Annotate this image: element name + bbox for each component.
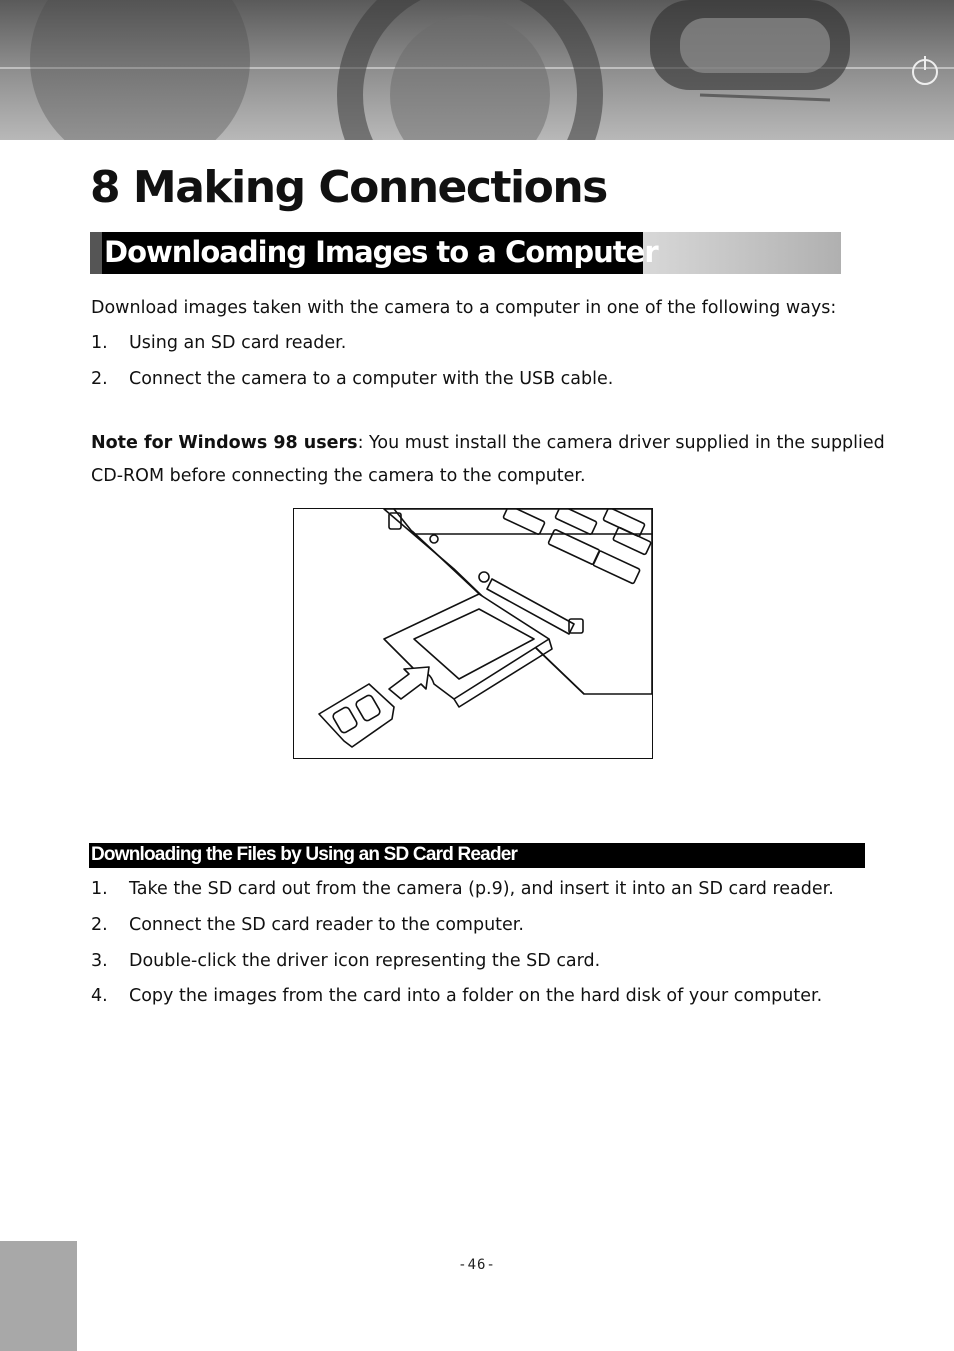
header-banner: [0, 0, 954, 140]
way-text: Connect the camera to a computer with the USB cable.: [129, 369, 614, 389]
step-text: Copy the images from the card into a folder on the hard disk of your computer.: [129, 986, 823, 1006]
step-number: 3.: [91, 951, 108, 971]
step-number: 1.: [91, 879, 108, 899]
intro-text: Download images taken with the camera to a computer in one of the following ways:: [91, 298, 837, 318]
step-number: 4.: [91, 986, 108, 1006]
way-number: 1.: [91, 333, 108, 353]
note-text: : You must install the camera driver supplied in the supplied: [357, 433, 885, 453]
section-heading-bar: [90, 232, 841, 274]
laptop-card-slot-drawing: [294, 509, 652, 758]
note-line-1: [91, 433, 885, 453]
note-line-2: CD-ROM before connecting the camera to the computer.: [91, 466, 586, 486]
section-bar-fade: [643, 232, 841, 274]
note-label: Note for Windows 98 users: [91, 433, 358, 453]
section-title: Downloading Images to a Computer: [104, 235, 658, 269]
camera-banner-image: [0, 0, 954, 140]
chapter-title: 8 Making Connections: [90, 162, 607, 213]
subsection-title: Downloading the Files by Using an SD Card Reader: [91, 844, 518, 865]
sd-adapter-illustration: [293, 508, 653, 759]
subsection-heading-bar: [89, 843, 865, 868]
page-corner-tab: [0, 1241, 77, 1351]
page-number: -46-: [458, 1257, 496, 1273]
step-number: 2.: [91, 915, 108, 935]
step-text: Double-click the driver icon representing the SD card.: [129, 951, 601, 971]
step-text: Take the SD card out from the camera (p.9), and insert it into an SD card reader.: [129, 879, 834, 899]
step-text: Connect the SD card reader to the computer.: [129, 915, 524, 935]
way-number: 2.: [91, 369, 108, 389]
section-bar-accent: [90, 232, 102, 274]
way-text: Using an SD card reader.: [129, 333, 347, 353]
